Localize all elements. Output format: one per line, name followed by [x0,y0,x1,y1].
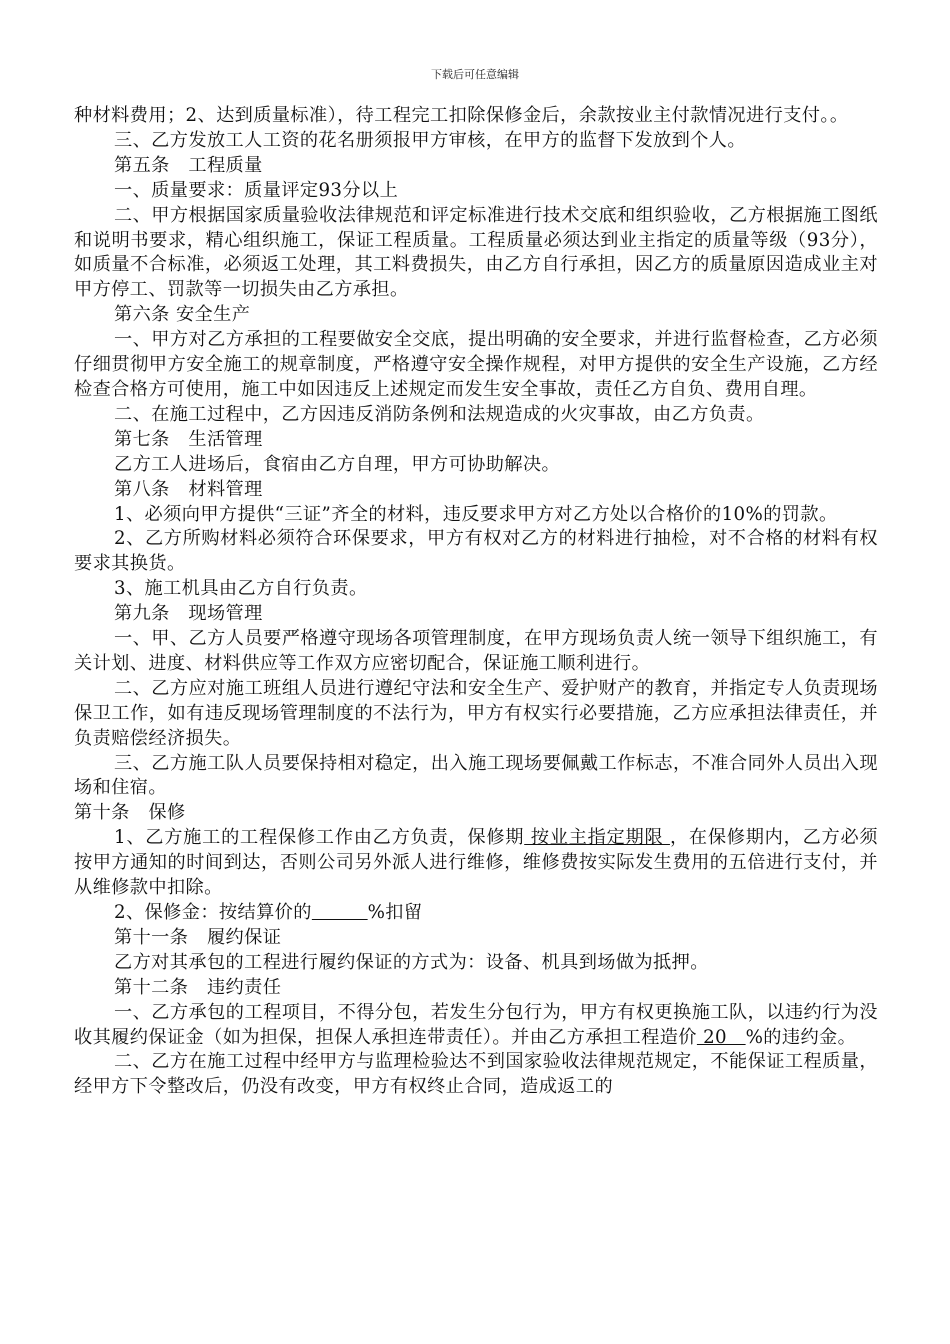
text-run: %扣留 [367,902,423,923]
article-heading-11: 第十一条 履约保证 [114,926,282,948]
paragraph: 1、必须向甲方提供“三证”齐全的材料，违反要求甲方对乙方处以合格价的10%的罚款。 [114,503,838,525]
text-run: 2、保修金：按结算价的 [114,902,312,923]
paragraph: 一、质量要求：质量评定93分以上 [114,179,399,201]
document-body [74,104,878,1100]
article-heading-9: 第九条 现场管理 [114,603,263,625]
article-heading-8: 第八条 材料管理 [114,478,263,500]
penalty-percent-field: 20 [696,1026,746,1048]
page-header: 下载后可任意编辑 [431,68,519,81]
paragraph: 二、乙方应对施工班组人员进行遵纪守法和安全生产、爱护财产的教育，并指定专人负责现场保卫工作，如有违反现场管理制度的不法行为，甲方有权实行必要措施，乙方应承担法律责任，并负责赔偿经济损失。 [74,677,878,749]
paragraph: 种材料费用；2、达到质量标准），待工程完工扣除保修金后，余款按业主付款情况进行支付。。 [74,105,849,126]
paragraph [74,1001,878,1051]
paragraph: 二、在施工过程中，乙方因违反消防条例和法规造成的火灾事故，由乙方负责。 [114,403,765,425]
warranty-percent-blank [312,902,368,923]
paragraph [74,901,878,926]
article-heading-10: 第十条 保修 [74,802,186,824]
paragraph: 3、施工机具由乙方自行负责。 [114,578,368,600]
text-run: %的违约金。 [745,1026,857,1048]
article-heading-5: 第五条 工程质量 [114,154,263,176]
paragraph: 乙方对其承包的工程进行履约保证的方式为：设备、机具到场做为抵押。 [114,951,709,973]
warranty-period-field: 按业主指定期限 [524,827,670,849]
text-run: 一、乙方承包的工程项目，不得分包，若发生分包行为，甲方有权更换施工队，以违约行为没收其履约保证金（如为担保，担保人承担连带责任）。并由乙方承担工程造价 [74,1001,878,1048]
paragraph: 乙方工人进场后，食宿由乙方自理，甲方可协助解决。 [114,453,561,475]
article-heading-7: 第七条 生活管理 [114,428,263,450]
text-run: ，在保修期内，乙方必须按甲方通知的时间到达，否则公司另外派人进行维修，维修费按实际发生费用的五倍进行支付，并从维修款中扣除。 [74,827,878,899]
paragraph [74,826,878,901]
paragraph: 2、乙方所购材料必须符合环保要求，甲方有权对乙方的材料进行抽检，对不合格的材料有权要求其换货。 [74,528,878,575]
paragraph: 三、乙方发放工人工资的花名册须报甲方审核，在甲方的监督下发放到个人。 [114,129,746,151]
paragraph: 一、甲、乙方人员要严格遵守现场各项管理制度，在甲方现场负责人统一领导下组织施工，有关计划、进度、材料供应等工作双方应密切配合，保证施工顺利进行。 [74,628,878,674]
article-heading-12: 第十二条 违约责任 [114,976,282,998]
article-heading-6: 第六条 安全生产 [114,304,251,326]
paragraph: 二、甲方根据国家质量验收法律规范和评定标准进行技术交底和组织验收，乙方根据施工图纸和说明书要求，精心组织施工，保证工程质量。工程质量必须达到业主指定的质量等级（93分），如质量不合标准，必须返工处理，其工料费损失，由乙方自行承担，因乙方的质量原因造成业主对甲方停工、罚款等一切损失由乙方承担。 [74,204,878,301]
paragraph: 一、甲方对乙方承担的工程要做安全交底，提出明确的安全要求，并进行监督检查，乙方必须仔细贯彻甲方安全施工的规章制度，严格遵守安全操作规程，对甲方提供的安全生产设施，乙方经检查合格方可使用，施工中如因违反上述规定而发生安全事故，责任乙方自负、费用自理。 [74,329,878,400]
paragraph: 三、乙方施工队人员要保持相对稳定，出入施工现场要佩戴工作标志，不准合同外人员出入现场和住宿。 [74,752,878,799]
paragraph: 二、乙方在施工过程中经甲方与监理检验达不到国家验收法律规范规定，不能保证工程质量，经甲方下令整改后，仍没有改变，甲方有权终止合同，造成返工的 [74,1051,878,1098]
text-run: 1、乙方施工的工程保修工作由乙方负责，保修期 [114,827,525,849]
